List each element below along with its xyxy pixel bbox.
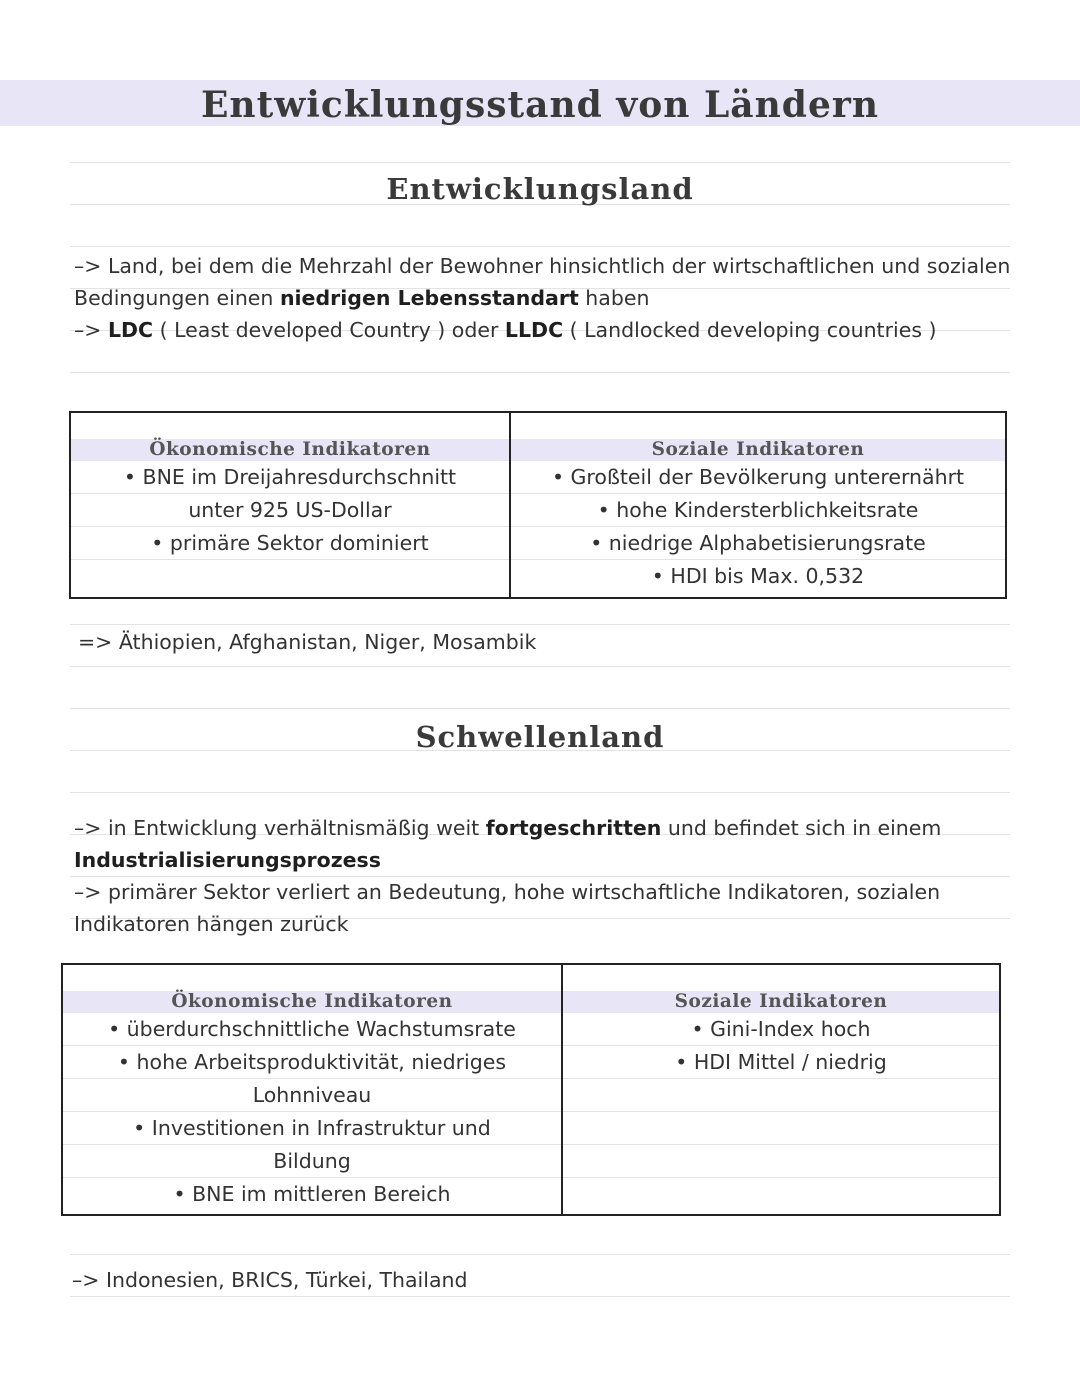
econ-header: Ökonomische Indikatoren bbox=[71, 439, 509, 461]
schwellenland-line-1: –> in Entwicklung verhältnismäßig weit fortgeschritten und befindet sich in einem bbox=[74, 816, 942, 840]
schwellenland-line-2: Industrialisierungsprozess bbox=[74, 848, 381, 872]
econ-line bbox=[71, 560, 509, 592]
econ-line: • Investitionen in Infrastruktur und bbox=[63, 1112, 561, 1145]
social-column bbox=[562, 964, 1000, 1215]
econ-line: • hohe Arbeitsproduktivität, niedriges bbox=[63, 1046, 561, 1079]
econ-line: • überdurchschnittliche Wachstumsrate bbox=[63, 1013, 561, 1046]
social-line bbox=[563, 1079, 999, 1112]
definition-line-2: Bedingungen einen niedrigen Lebensstandart haben bbox=[74, 286, 650, 310]
social-line: • Großteil der Bevölkerung unterernährt bbox=[511, 461, 1005, 494]
social-column bbox=[510, 412, 1006, 598]
examples-schwellenland: –> Indonesien, BRICS, Türkei, Thailand bbox=[72, 1268, 468, 1292]
social-line: • HDI Mittel / niedrig bbox=[563, 1046, 999, 1079]
social-line: • Gini-Index hoch bbox=[563, 1013, 999, 1046]
section-heading-entwicklungsland: Entwicklungsland bbox=[386, 172, 694, 206]
econ-line: • BNE im Dreijahresdurchschnitt bbox=[71, 461, 509, 494]
econ-header: Ökonomische Indikatoren bbox=[63, 991, 561, 1013]
social-header: Soziale Indikatoren bbox=[511, 439, 1005, 461]
definition-line-1: –> Land, bei dem die Mehrzahl der Bewohner hinsichtlich der wirtschaftlichen und sozialen bbox=[74, 254, 1011, 278]
abbreviation-line: –> LDC ( Least developed Country ) oder LLDC ( Landlocked developing countries ) bbox=[74, 318, 937, 342]
social-line: • HDI bis Max. 0,532 bbox=[651, 564, 865, 588]
econ-line: • primäre Sektor dominiert bbox=[71, 527, 509, 560]
section-heading-schwellenland: Schwellenland bbox=[415, 720, 665, 754]
social-line bbox=[563, 1112, 999, 1145]
social-line: • niedrige Alphabetisierungsrate bbox=[511, 527, 1005, 560]
schwellenland-line-4: Indikatoren hängen zurück bbox=[74, 912, 349, 936]
social-line bbox=[563, 1178, 999, 1210]
examples-entwicklungsland: => Äthiopien, Afghanistan, Niger, Mosambik bbox=[78, 630, 537, 654]
page-title: Entwicklungsstand von Ländern bbox=[200, 84, 879, 126]
econ-column bbox=[62, 964, 562, 1215]
social-header: Soziale Indikatoren bbox=[563, 991, 999, 1013]
social-line bbox=[563, 1145, 999, 1178]
econ-line: Lohnniveau bbox=[63, 1079, 561, 1112]
econ-column bbox=[70, 412, 510, 598]
econ-line: • BNE im mittleren Bereich bbox=[173, 1182, 451, 1206]
econ-line: Bildung bbox=[63, 1145, 561, 1178]
social-line: • hohe Kindersterblichkeitsrate bbox=[511, 494, 1005, 527]
indicator-table-entwicklungsland bbox=[69, 411, 1007, 599]
schwellenland-line-3: –> primärer Sektor verliert an Bedeutung, hohe wirtschaftliche Indikatoren, sozialen bbox=[74, 880, 941, 904]
indicator-table-schwellenland bbox=[61, 963, 1001, 1216]
econ-line: unter 925 US-Dollar bbox=[71, 494, 509, 527]
